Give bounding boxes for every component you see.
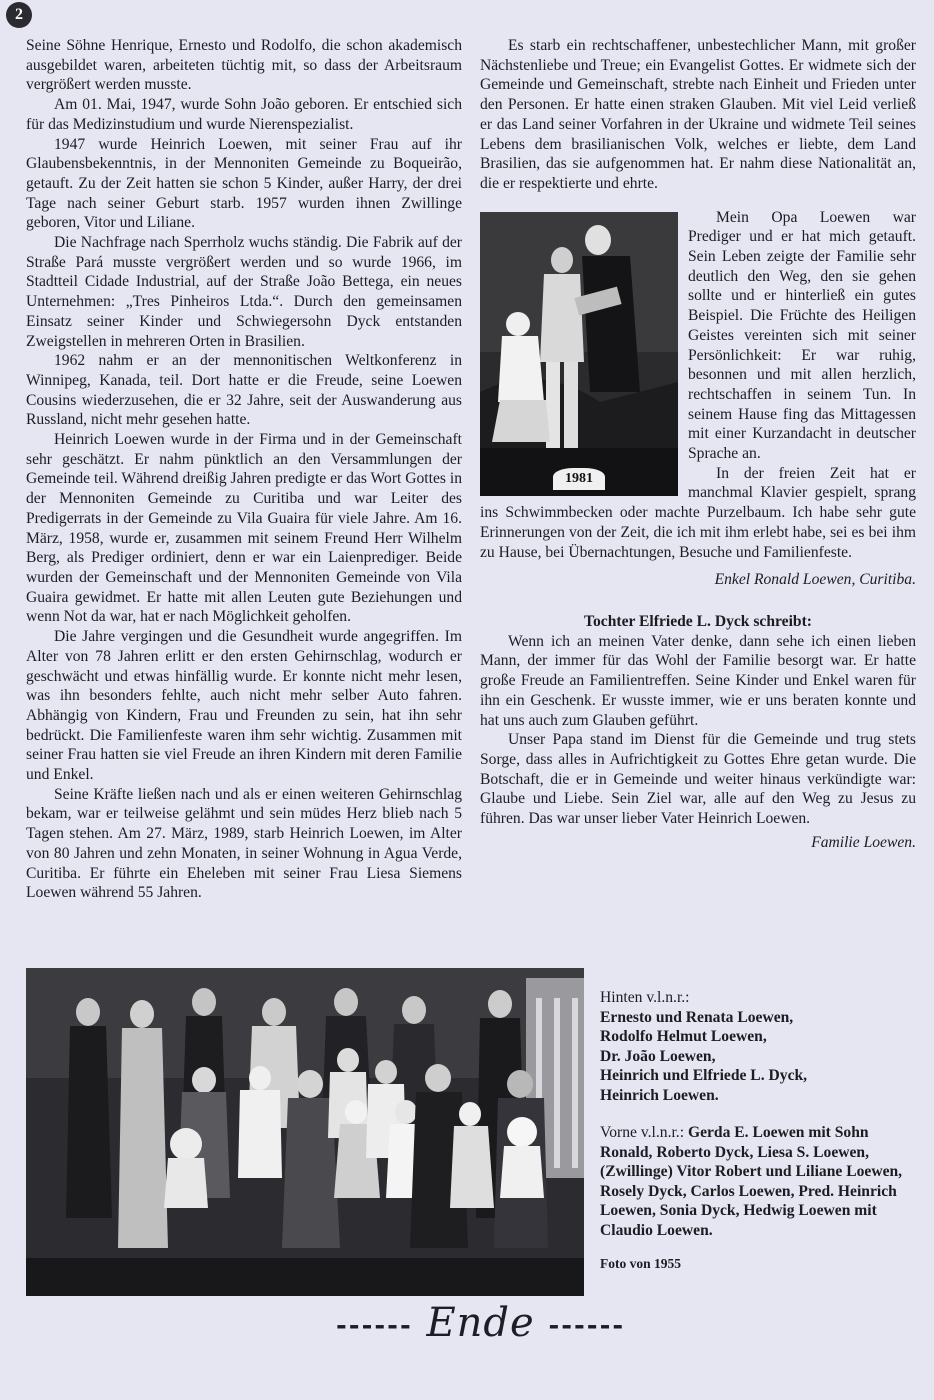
caption-back-name: Rodolfo Helmut Loewen, bbox=[600, 1028, 767, 1045]
ende-dashes-right: ------ bbox=[548, 1311, 626, 1341]
caption-front-label: Vorne v.l.n.r.: bbox=[600, 1124, 685, 1141]
paragraph: Die Nachfrage nach Sperrholz wuchs ständig. Die Fabrik auf der Straße Pará musste vergrößert werden und so wurde 1966, im Stadtteil Cidade Industrial, auf der Straße João Bettega, ein neues Unternehmen: „Tres Pinheiros Ltda.“. Durch den gemeinsamen Einsatz seiner Kinder und Schwiegersohn Dyck entstanden Zweigstellen in mehreren Orten in Brasilien. bbox=[26, 234, 462, 350]
paragraph: Seine Kräfte ließen nach und als er einen weiteren Gehirnschlag bekam, war er teilweise gelähmt und sein müdes Herz blieb nach 5 Tagen stehen. Am 27. März, 1989, starb Heinrich Loewen, im Alter von 80 Jahren und zehn Monaten, in seiner Wohnung in Agua Verde, Curitiba. Er führte ein Eheleben mit seiner Frau Liesa Siemens Loewen während 55 Jahren. bbox=[26, 785, 462, 902]
caption-front bbox=[600, 1123, 918, 1240]
paragraph: Seine Söhne Henrique, Ernesto und Rodolfo, die schon akademisch ausgebildet waren, arbeiteten tüchtig mit, so dass der Arbeitsraum vergrößert werden musste. bbox=[26, 37, 462, 94]
left-column bbox=[26, 36, 462, 903]
paragraph: Heinrich Loewen wurde in der Firma und in der Gemeinschaft sehr geschätzt. Er nahm pünktlich an den Versammlungen der Gemeinde teil. Während dreißig Jahren predigte er das Wort Gottes in der Mennoniten Gemeinde zu Curitiba und war Leiter des Predigerrats in der Gemeinde zu Vila Guaira für viele Jahre. Am 16. März, 1958, wurde er, zusammen mit seinem Freund Herr Wilhelm Berg, als Prediger ordiniert, denn er war ein Laienprediger. Beide wurden der Gemeinschaft und der Mennoniten Gemeinde von Vila Guaira gewidmet. Er hatte mit allen Leuten gute Beziehungen und wenn Not da war, hat er nach Möglichkeit geholfen. bbox=[26, 431, 462, 626]
paragraph: Es starb ein rechtschaffener, unbestechlicher Mann, mit großer Nächstenliebe und Treue; ein Evangelist Gottes. Er widmete sich der Gemeinde und Gemeinschaft, strebte nach Einheit und Frieden unter den Personen. Er hatte einen straken Glauben. Mit viel Leid verließ er das Land seiner Vorfahren in der Ukraine und widmete Teil seines Lebens dem brasilianischen Volk, welches er liebte, dem Land Brasilien, das sie aufgenommen hat. Er nahm diese Nationalität an, die er respektierte und ehrte. bbox=[480, 37, 916, 192]
caption-front-names: Gerda E. Loewen mit Sohn Ronald, Roberto Dyck, Liesa S. Loewen, (Zwillinge) Vitor Robert und Liliane Loewen, Rosely Dyck, Carlos Loewen, Pred. Heinrich Loewen, Sonia Dyck, Hedwig Loewen mit Claudio Loewen. bbox=[600, 1124, 903, 1239]
paragraph: Am 01. Mai, 1947, wurde Sohn João geboren. Er entschied sich für das Medizinstudium und wurde Nierenspezialist. bbox=[26, 96, 462, 133]
caption-back-name: Ernesto und Renata Loewen, bbox=[600, 1008, 794, 1026]
paragraph: Wenn ich an meinen Vater denke, dann sehe ich einen lieben Mann, der immer für das Wohl der Familie besorgt war. Er hatte große Freude an Familientreffen. Seine Kinder und Enkel waren für ihn ein Geschenk. Er wusste immer, wie er uns beraten konnte und hat uns auch zum Glauben geführt. bbox=[480, 632, 916, 729]
caption-back-label: Hinten v.l.n.r.: bbox=[600, 989, 690, 1006]
ende-dashes-left: ------ bbox=[336, 1311, 413, 1341]
family-photo-image bbox=[26, 968, 584, 1296]
paragraph: Mein Opa Loewen war Prediger und er hat mich getauft. Sein Leben zeigte der Familie sehr deutlich den Weg, den sie gehen sollte und er hinterließ ein gutes Beispiel. Die Früchte des Heiligen Geistes vereinten sich mit seiner Persönlichkeit: Er war ruhig, besonnen und mit allen herzlich, rechtschaffen in seinem Tun. In seinem Hause fing das Mittagessen mit einer Kurzandacht in deutscher Sprache an. bbox=[688, 208, 916, 463]
ende-footer bbox=[336, 1300, 626, 1346]
paragraph: In der freien Zeit hat er manchmal Klavier gespielt, sprang ins Schwimmbecken oder machte Purzelbaum. Ich habe sehr gute Erinnerungen von der Zeit, die ich mit ihm erlebt habe, sei es bei ihm zu Hause, bei Übernachtungen, Besuche und Familienfeste. bbox=[480, 464, 916, 561]
caption-photo-date: Foto von 1955 bbox=[600, 1256, 681, 1271]
photo-caption bbox=[600, 988, 918, 1274]
ende-word: Ende bbox=[426, 1300, 535, 1346]
right-column bbox=[480, 36, 916, 852]
caption-back-name: Dr. João Loewen, bbox=[600, 1047, 716, 1065]
baptism-photo-image bbox=[480, 212, 678, 496]
paragraph: Unser Papa stand im Dienst für die Gemeinde und trug stets Sorge, dass alles in Aufrichtigkeit zu Gottes Ehre getan wurde. Die Botschaft, die er in Gemeinde und weiter hinaus verkündigte war: Glaube und Liebe. Sein Ziel war, alle auf den Weg zu Jesus zu führen. Das war unser lieber Vater Heinrich Loewen. bbox=[480, 731, 916, 828]
family-photo bbox=[26, 968, 584, 1296]
signature-family: Familie Loewen. bbox=[811, 833, 916, 851]
section-heading: Tochter Elfriede L. Dyck schreibt: bbox=[584, 612, 812, 630]
photo-year-label: 1981 bbox=[553, 468, 605, 490]
caption-back-name: Heinrich und Elfriede L. Dyck, bbox=[600, 1067, 808, 1084]
paragraph: 1947 wurde Heinrich Loewen, mit seiner Frau auf ihr Glaubensbekenntnis, in der Mennoniten Gemeinde zu Boqueirão, getauft. Zu der Zeit hatten sie schon 5 Kinder, außer Harry, der drei Tage nach seiner Geburt starb. 1957 wurden ihnen Zwillinge geboren, Vitor und Liliane. bbox=[26, 135, 462, 232]
caption-back-name: Heinrich Loewen. bbox=[600, 1086, 719, 1104]
page-number-badge: 2 bbox=[6, 2, 32, 28]
paragraph: Die Jahre vergingen und die Gesundheit wurde angegriffen. Im Alter von 78 Jahren erlitt er den ersten Gehirnschlag, wodurch er geschwächt und etwas hinfällig wurde. Er konnte nicht mehr lesen, was ihn besonders fehlte, auch nicht mehr selber Auto fahren. Abhängig von Kindern, Frau und Freunden zu sein, hat ihn sehr bedrückt. Die Familienfeste waren ihm sehr wichtig. Zusammen mit seiner Frau hatten sie viel Freude an ihren Kindern mit deren Familie und Enkel. bbox=[26, 628, 462, 784]
paragraph: 1962 nahm er an der mennonitischen Weltkonferenz in Winnipeg, Kanada, teil. Dort hatte er die Freude, seine Loewen Cousins wiederzusehen, die er 32 Jahre, seit der Auswanderung aus Russland, nicht mehr gesehen hatte. bbox=[26, 352, 462, 429]
signature-ronald: Enkel Ronald Loewen, Curitiba. bbox=[714, 571, 916, 589]
baptism-photo bbox=[480, 212, 678, 496]
